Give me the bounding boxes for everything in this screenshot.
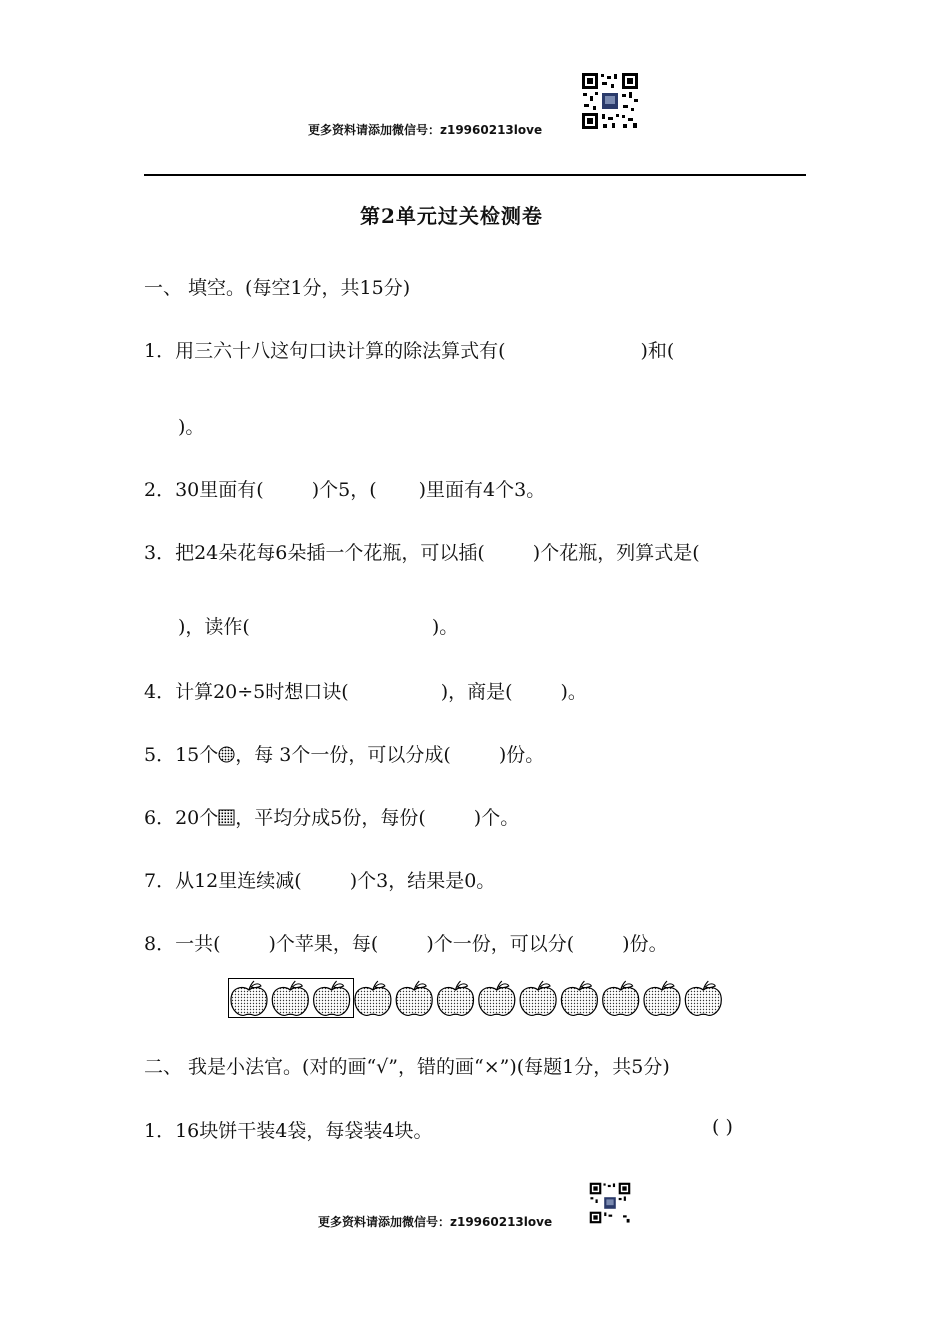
apple-icon (314, 981, 350, 1015)
section2-heading: 二、 我是小法官。(对的画“√”，错的画“×”)(每题1分，共5分) (144, 1056, 670, 1078)
apple-icon (561, 981, 597, 1015)
apple-icon (644, 981, 680, 1015)
apple-icon (396, 981, 432, 1015)
qr-code-icon (581, 72, 639, 130)
apple-icon (231, 981, 267, 1015)
footer-wechat-text: 更多资料请添加微信号：z19960213love (318, 1215, 553, 1229)
apple-row (228, 978, 728, 1020)
apple-icon (355, 981, 391, 1015)
dotted-circle-icon (218, 746, 235, 763)
question-1-line-1: 1．用三六十八这句口诀计算的除法算式有( )和( (144, 340, 675, 362)
header-divider (144, 174, 806, 176)
apple-icon (272, 981, 308, 1015)
question-1-line-2: )。 (178, 416, 205, 438)
header-wechat-text: 更多资料请添加微信号：z19960213love (308, 123, 543, 137)
answer-box[interactable]: ( ) (712, 1116, 733, 1138)
question-5: 5．15个 ，每 3个一份，可以分成( )份。 (144, 744, 545, 766)
section1-heading: 一、 填空。(每空1分，共15分) (144, 277, 411, 299)
question-2: 2．30里面有( )个5，( )里面有4个3。 (144, 479, 546, 501)
footer-qr-code-icon (589, 1182, 631, 1224)
question-7: 7．从12里连续减( )个3，结果是0。 (144, 870, 496, 892)
apple-icon (438, 981, 474, 1015)
apple-icon (479, 981, 515, 1015)
apple-icon (603, 981, 639, 1015)
question-4: 4．计算20÷5时想口诀( )，商是( )。 (144, 681, 587, 703)
question-8: 8．一共( )个苹果，每( )个一份，可以分( )份。 (144, 933, 668, 955)
question-6: 6．20个 ，平均分成5份，每份( )个。 (144, 807, 520, 829)
apple-icon (520, 981, 556, 1015)
apple-icon (685, 981, 721, 1015)
dotted-square-icon (218, 809, 235, 826)
question-3-line-1: 3．把24朵花每6朵插一个花瓶，可以插( )个花瓶，列算式是( (144, 542, 700, 564)
page-title: 第2单元过关检测卷 (360, 204, 543, 228)
section2-question-1: 1．16块饼干装4袋，每袋装4块。 (144, 1120, 433, 1142)
question-3-line-2: )，读作( )。 (178, 616, 459, 638)
